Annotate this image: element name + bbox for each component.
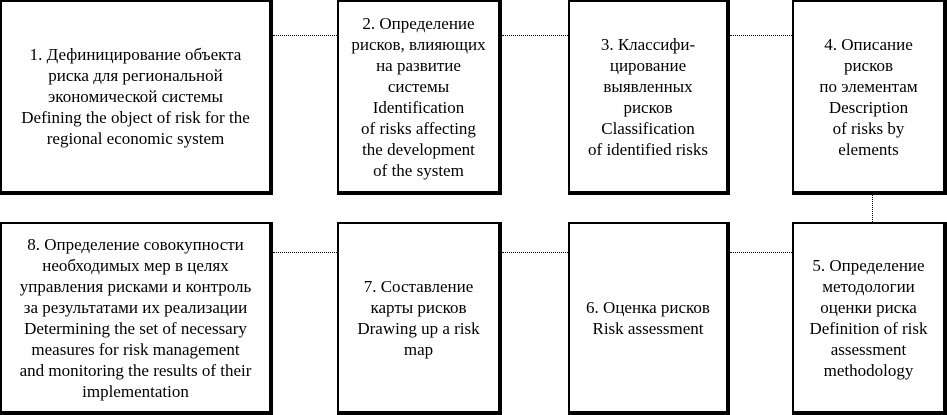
- step-4-text: 4. Описание рисков по элементам Description of risks by elements: [819, 34, 918, 159]
- step-1-text: 1. Дефиницирование объекта риска для региональной экономической системы Defining the object of risk for the regional economic system: [21, 45, 250, 148]
- step-7-box: [337, 222, 502, 415]
- step-8-box: [0, 222, 273, 415]
- step-5-box: [792, 222, 947, 415]
- step-8-text: 8. Определение совокупности необходимых мер в целях управления рисками и контроль за результатами их реализации Determining the set of necessary measures for risk management and monitoring the results of their implementation: [19, 234, 252, 401]
- connector-3-4: [730, 35, 792, 36]
- step-6-text: 6. Оценка рисков Risk assessment: [586, 297, 710, 338]
- connector-6-7: [502, 252, 568, 253]
- step-1-box: [0, 0, 273, 195]
- connector-2-3: [502, 35, 568, 36]
- connector-5-6: [730, 252, 792, 253]
- step-5-text: 5. Определение методологии оценки риска Definition of risk assessment methodology: [809, 255, 928, 380]
- step-7-text: 7. Составление карты рисков Drawing up a risk map: [357, 276, 480, 359]
- step-6-box: [568, 222, 730, 415]
- connector-7-8: [273, 252, 337, 253]
- step-2-box: [337, 0, 502, 195]
- connector-4-5: [872, 195, 873, 222]
- step-2-text: 2. Определение рисков, влияющих на развитие системы Identification of risks affecting the development of the system: [351, 13, 486, 180]
- connector-1-2: [273, 35, 337, 36]
- step-4-box: [792, 0, 947, 195]
- step-3-text: 3. Классифи- цирование выявленных рисков Classification of identified risks: [588, 34, 708, 159]
- step-3-box: [568, 0, 730, 195]
